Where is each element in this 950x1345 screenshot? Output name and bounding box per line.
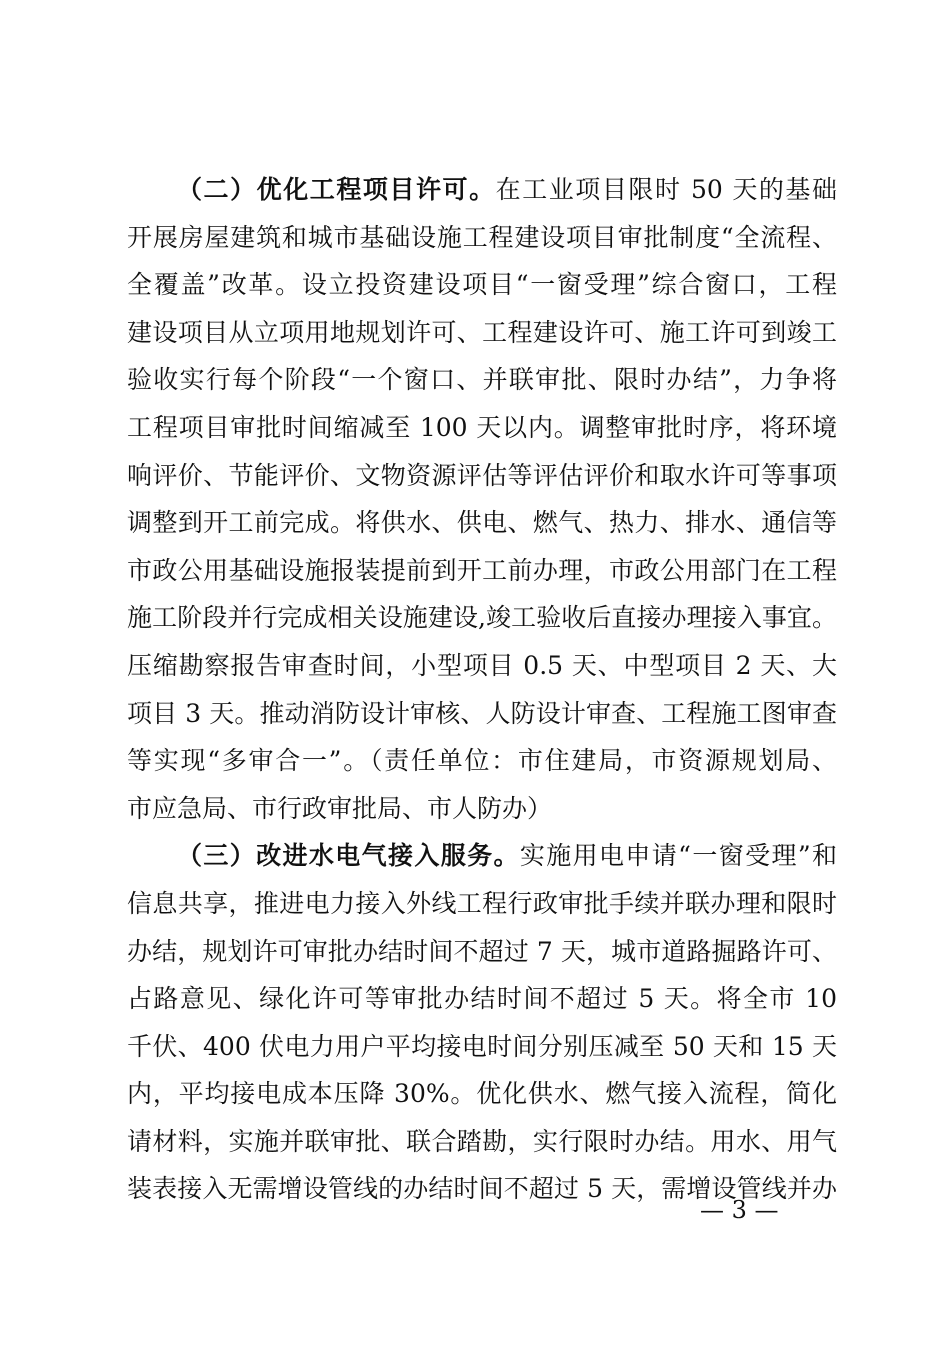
paragraph-line	[127, 832, 837, 880]
paragraph-line: 建设项目从立项用地规划许可、工程建设许可、施工许可到竣工	[127, 317, 837, 347]
paragraph-line: 开展房屋建筑和城市基础设施工程建设项目审批制度“全流程、	[127, 222, 837, 252]
paragraph-line: 占路意见、绿化许可等审批办结时间不超过 5 天。将全市 10	[127, 984, 837, 1014]
paragraph-text: 实施用电申请“一窗受理”和	[519, 841, 837, 871]
paragraph-line: 信息共享，推进电力接入外线工程行政审批手续并联办理和限时	[127, 888, 837, 918]
paragraph-line: 项目 3 天。推动消防设计审核、人防设计审查、工程施工图审查	[127, 698, 837, 728]
paragraph-line: 装表接入无需增设管线的办结时间不超过 5 天，需增设管线并办	[127, 1174, 837, 1204]
paragraph-line: 千伏、400 伏电力用户平均接电时间分别压减至 50 天和 15 天	[127, 1031, 837, 1061]
paragraph-line: 市政公用基础设施报装提前到开工前办理，市政公用部门在工程	[127, 555, 837, 585]
section-heading: （二）优化工程项目许可。	[177, 175, 496, 204]
page-number: — 3 —	[700, 1196, 779, 1224]
paragraph-text: 在工业项目限时 50 天的基础	[495, 175, 837, 204]
paragraph-line	[127, 166, 837, 214]
paragraph-line: 办结，规划许可审批办结时间不超过 7 天，城市道路掘路许可、	[127, 936, 837, 966]
paragraph-line: 验收实行每个阶段“一个窗口、并联审批、限时办结”，力争将	[127, 365, 837, 395]
paragraph-line: 等实现“多审合一”。（责任单位：市住建局，市资源规划局、	[127, 746, 837, 776]
paragraph-line: 调整到开工前完成。将供水、供电、燃气、热力、排水、通信等	[127, 508, 837, 538]
paragraph-line: 全覆盖”改革。设立投资建设项目“一窗受理”综合窗口，工程	[127, 270, 837, 300]
paragraph-line: 市应急局、市行政审批局、市人防办）	[127, 793, 553, 823]
paragraph-line: 压缩勘察报告审查时间，小型项目 0.5 天、中型项目 2 天、大	[127, 650, 837, 680]
paragraph-line: 内，平均接电成本压降 30%。优化供水、燃气接入流程，简化	[127, 1079, 837, 1109]
paragraph-line: 施工阶段并行完成相关设施建设,竣工验收后直接办理接入事宜。	[127, 603, 837, 633]
paragraph-line: 工程项目审批时间缩减至 100 天以内。调整审批时序，将环境	[127, 412, 837, 442]
paragraph-line: 响评价、节能评价、文物资源评估等评估评价和取水许可等事项	[127, 460, 837, 490]
section-heading: （三）改进水电气接入服务。	[177, 841, 520, 871]
paragraph-line: 请材料，实施并联审批、联合踏勘，实行限时办结。用水、用气	[127, 1126, 837, 1156]
document-body	[127, 166, 837, 1213]
